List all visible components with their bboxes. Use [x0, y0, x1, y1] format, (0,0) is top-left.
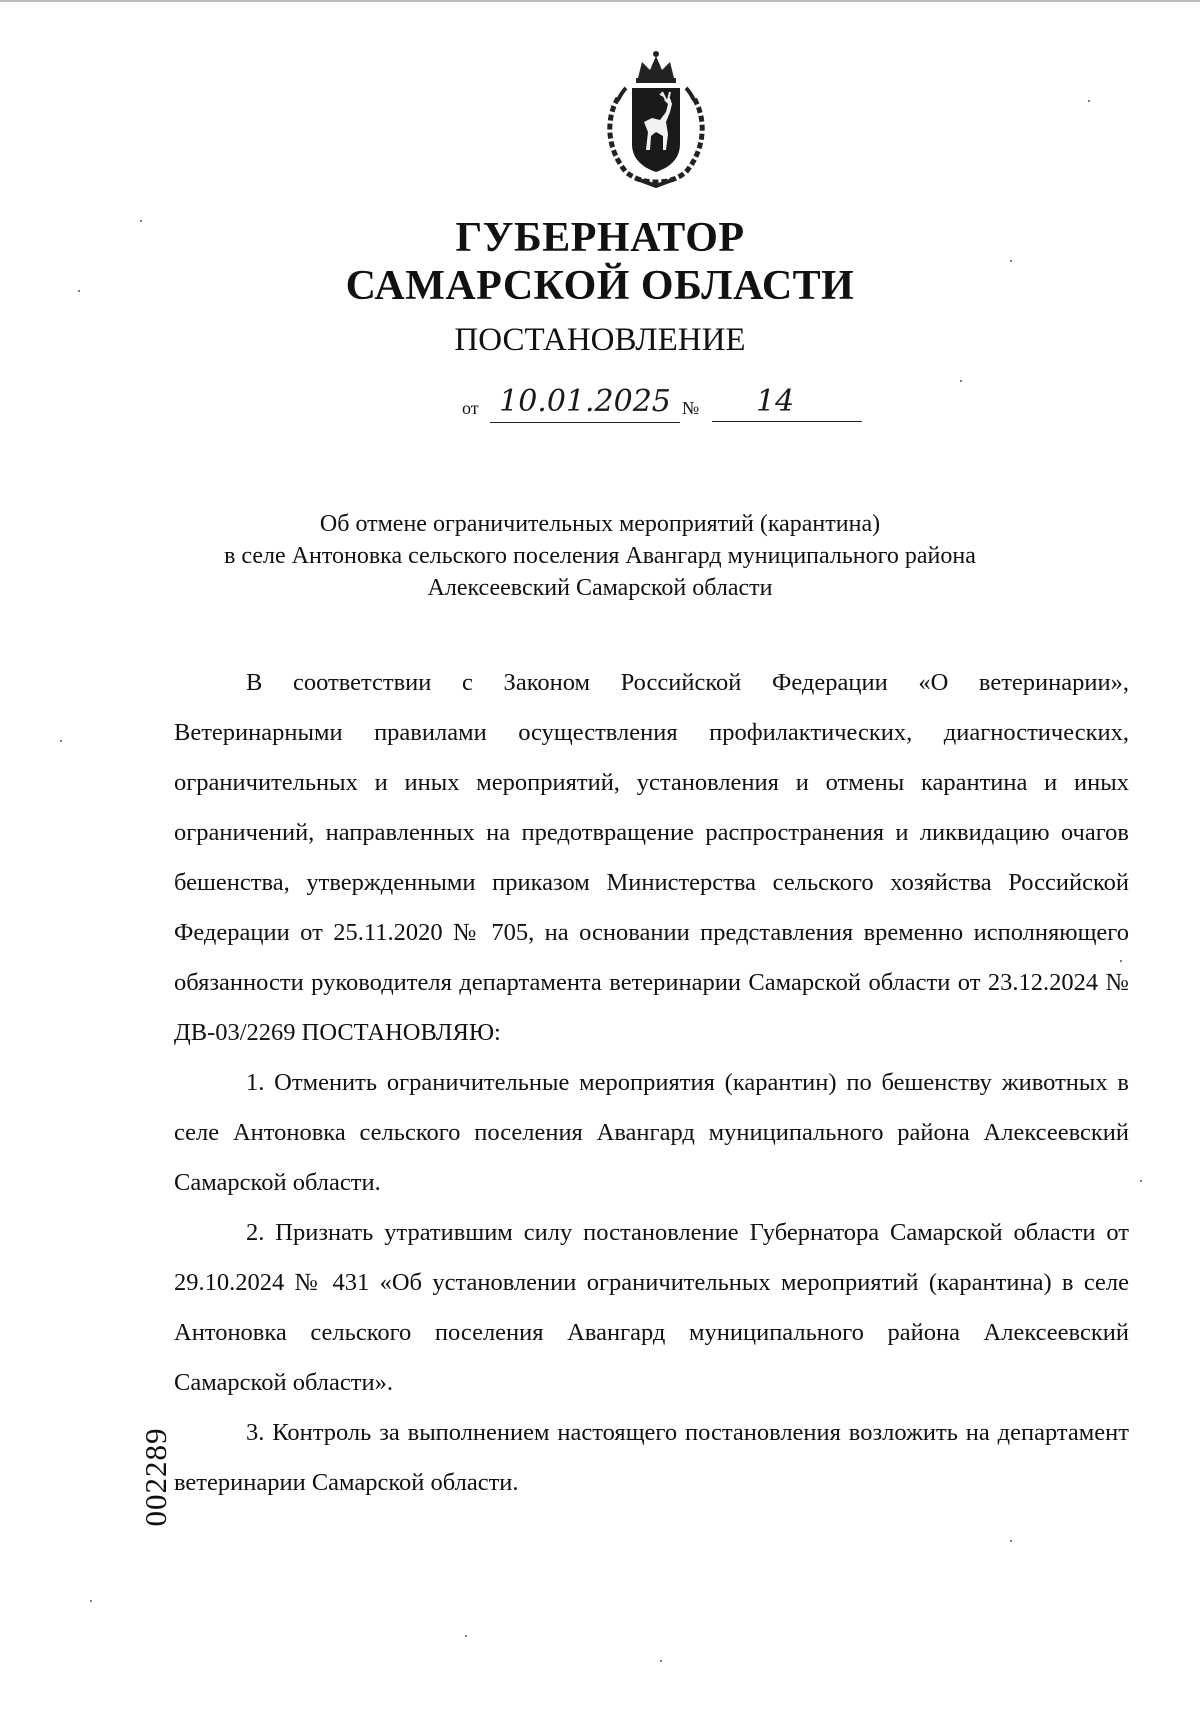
- preamble-paragraph: В соответствии с Законом Российской Федерации «О ветеринарии», Ветеринарными правилами осуществления профилактических, диагностических, ограничительных и иных мероприятий, установления и отмены карантина и иных ограничений, направленных на предотвращение распространения и ликвидацию очагов бешенства, утвержденными приказом Министерства сельского хозяйства Российской Федерации от 25.11.2020 № 705, на основании представления временно исполняющего обязанности руководителя департамента ветеринарии Самарской области от 23.12.2024 № ДВ-03/2269 ПОСТАНОВЛЯЮ:: [174, 669, 1129, 1046]
- scan-speck: [465, 1635, 467, 1637]
- document-type: ПОСТАНОВЛЕНИЕ: [454, 322, 746, 358]
- side-serial-number: 002289: [138, 1427, 173, 1527]
- list-item: 1. Отменить ограничительные мероприятия (карантин) по бешенству животных в селе Антоновка сельского поселения Авангард муниципального района Алексеевский Самарской области.: [174, 1069, 1129, 1196]
- list-item: 2. Признать утратившим силу постановление Губернатора Самарской области от 29.10.2024 № 431 «Об установлении ограничительных мероприятий (карантина) в селе Антоновка сельского поселения Авангард муниципального района Алексеевский Самарской области».: [174, 1219, 1129, 1396]
- handwritten-date: 10.01.2025: [490, 384, 680, 423]
- title-region: САМАРСКОЙ ОБЛАСТИ: [345, 263, 855, 309]
- top-edge-rule: [0, 0, 1200, 2]
- scan-speck: [1088, 100, 1090, 102]
- scan-speck: [78, 290, 80, 292]
- scan-speck: [1010, 260, 1012, 262]
- title-governor: ГУБЕРНАТОР: [455, 215, 745, 261]
- document-heading: [150, 508, 1050, 604]
- scan-speck: [1140, 1180, 1142, 1182]
- scan-speck: [660, 1660, 662, 1662]
- scan-speck: [140, 220, 142, 222]
- heading-line: Об отмене ограничительных мероприятий (карантина): [319, 511, 881, 537]
- scan-speck: [60, 740, 62, 742]
- document-body: [174, 658, 1129, 1508]
- number-label: №: [682, 398, 700, 418]
- samara-coat-of-arms-icon: [596, 48, 716, 188]
- date-label: от: [462, 398, 479, 418]
- heading-line: в селе Антоновка сельского поселения Авангард муниципального района: [224, 543, 976, 569]
- scan-speck: [1010, 1540, 1012, 1542]
- handwritten-number: 14: [712, 384, 862, 422]
- scan-speck: [1120, 960, 1122, 962]
- heading-line: Алексеевский Самарской области: [427, 575, 773, 601]
- scan-speck: [90, 1600, 92, 1602]
- list-item: 3. Контроль за выполнением настоящего постановления возложить на департамент ветеринарии Самарской области.: [174, 1419, 1129, 1496]
- scan-speck: [960, 380, 962, 382]
- date-number-line: [462, 384, 862, 424]
